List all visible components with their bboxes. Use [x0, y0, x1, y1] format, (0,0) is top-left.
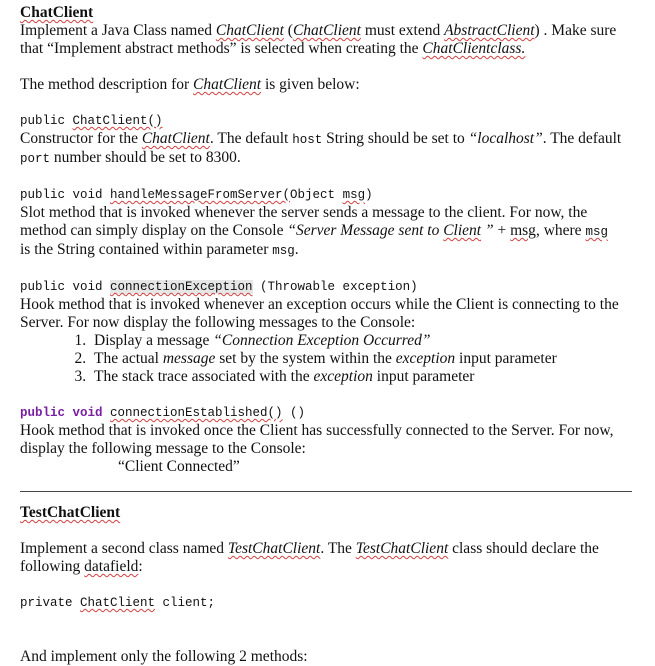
intro-text: Implement a Java Class named [20, 22, 216, 39]
code-param: (Throwable exception) [252, 280, 418, 294]
text: Hook method that is invoked whenever an exception occurs while the Client is connecting to the [20, 296, 619, 313]
code-keyword: public void [20, 188, 111, 202]
string-literal: “Connection Exception Occurred” [213, 332, 431, 349]
class-name: TestChatClient [355, 540, 449, 557]
test-client-description [20, 540, 655, 576]
code-keyword: private [20, 596, 81, 610]
text: display the following message to the Console: [20, 440, 306, 457]
text: method can simply display on the Console [20, 222, 288, 239]
emphasis: exception [313, 368, 373, 385]
code-method-name: handleMessageFromServer( [110, 188, 291, 202]
intro-text: must extend [361, 22, 445, 39]
list-item [90, 368, 655, 386]
text: set by the system within the [215, 350, 396, 367]
intro-text: ) . Make sure [534, 22, 617, 39]
handle-message-description [20, 204, 655, 260]
class-name: TestChatClient [227, 540, 321, 557]
text: . The [320, 540, 356, 557]
text: . [294, 241, 299, 258]
class-name: ChatClient [292, 22, 361, 39]
intro-text: that “Implement abstract methods” is selected when creating the [20, 40, 423, 57]
text: Server. For now display the following messages to the Console: [20, 314, 416, 331]
intro-paragraph [20, 22, 655, 58]
code-param: Object [290, 188, 343, 202]
code-type: ChatClient [80, 596, 156, 610]
code-keyword: public [20, 114, 73, 128]
class-name: ChatClient [141, 130, 210, 147]
string-literal: “Server Message sent to [287, 222, 444, 239]
exception-message-list [20, 332, 655, 386]
class-name: ChatClient [193, 76, 262, 93]
text: Slot method that is invoked whenever the server sends a message to the client. For now, the [20, 204, 588, 221]
class-name: ChatClient [215, 22, 284, 39]
text: input parameter [455, 350, 557, 367]
text: . The default [542, 130, 622, 147]
text: The method description for [20, 76, 194, 93]
client-connected-message: “Client Connected” [118, 458, 240, 475]
intro-text: ( [283, 22, 293, 39]
field-declaration [20, 594, 655, 612]
code-keyword: public void [20, 406, 111, 420]
code-param: ) [365, 188, 373, 202]
code-inline: host [292, 133, 323, 147]
text: input parameter [372, 368, 475, 385]
code-identifier: client; [155, 596, 216, 610]
string-literal: Client [443, 222, 482, 239]
text: is given below: [261, 76, 360, 93]
class-name: AbstractClient [444, 22, 535, 39]
code-inline: msg [510, 222, 536, 239]
text: + [493, 222, 511, 239]
text: following [20, 558, 85, 575]
text: . The default [209, 130, 293, 147]
section-heading-testchatclient: TestChatClient [20, 504, 121, 521]
text: number should be set to 8300. [50, 149, 241, 166]
term: datafield [84, 558, 139, 575]
text: Hook method that is invoked once the Client has successfully connected to the Server. For now, [20, 422, 614, 439]
code-inline: msg [272, 244, 295, 258]
list-item [90, 332, 655, 350]
list-item [90, 350, 655, 368]
string-literal: “localhost” [468, 130, 543, 147]
emphasis: exception [395, 350, 456, 367]
constructor-description [20, 130, 655, 168]
constructor-signature [20, 112, 655, 130]
text: is the String contained within parameter [20, 241, 273, 258]
code-method-name: connectionEstablished() [110, 406, 283, 420]
text: Display a message [94, 332, 214, 349]
methods-intro: And implement only the following 2 methods: [20, 648, 308, 665]
connection-exception-description [20, 296, 655, 332]
text: The actual [94, 350, 163, 367]
code-keyword: public void [20, 280, 111, 294]
string-literal: ” [481, 222, 494, 239]
connection-exception-signature [20, 278, 655, 296]
code-inline: port [20, 152, 51, 166]
connection-established-signature [20, 404, 655, 422]
connection-established-description [20, 422, 655, 458]
text: The stack trace associated with the [94, 368, 314, 385]
code-method-name: ChatClient() [72, 114, 163, 128]
text: Implement a second class named [20, 540, 228, 557]
code-param: () [282, 406, 306, 420]
emphasis: message [162, 350, 216, 367]
code-inline: msg [585, 225, 608, 239]
text: class should declare the [448, 540, 599, 557]
code-method-name: connectionException [110, 280, 253, 294]
method-description-intro [20, 76, 655, 94]
text: : [138, 558, 143, 575]
text: Constructor for the [20, 130, 142, 147]
section-heading-chatclient: ChatClient [20, 4, 94, 21]
code-param: msg [342, 188, 366, 202]
text: , where [535, 222, 586, 239]
text: String should be set to [322, 130, 469, 147]
handle-message-signature [20, 186, 655, 204]
class-name: ChatClientclass. [422, 40, 526, 57]
